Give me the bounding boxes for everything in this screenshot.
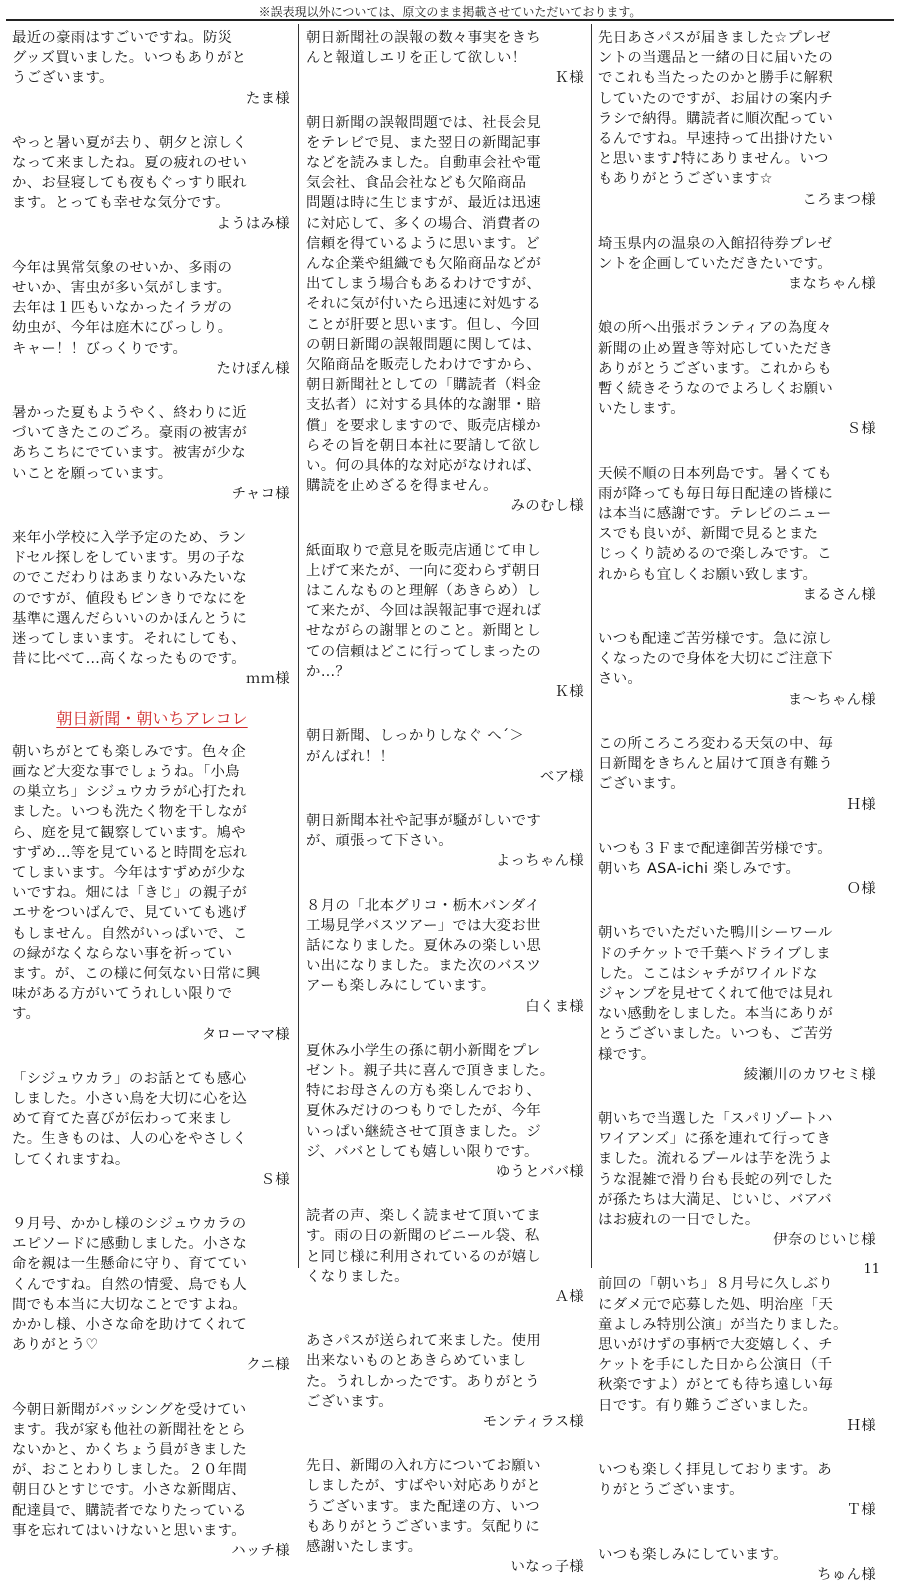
message-signature: ようはみ様 xyxy=(216,215,290,232)
message-text: いつも楽しみにしています。 xyxy=(598,1546,788,1563)
reader-message xyxy=(598,1109,878,1250)
reader-message xyxy=(598,839,878,900)
reader-message xyxy=(306,811,586,872)
message-text: ９月号、かかし様のシジュウカラの エピソードに感動しました。小さな 命を親は一生懸命に守り、育ててい くんですね。自然の情愛、鳥でも人 間でも本当に大切なことですよね。 かかし様、小さな命を助けてくれて ありがとう♡ xyxy=(12,1215,248,1354)
reader-message xyxy=(598,1460,878,1521)
message-signature: 伊奈のじいじ様 xyxy=(773,1232,876,1249)
column-divider-1 xyxy=(298,24,299,1268)
reader-message xyxy=(598,234,878,295)
reader-message xyxy=(12,742,292,1045)
reader-message xyxy=(598,464,878,605)
message-text: 今朝日新聞がバッシングを受けてい ます。我が家も他社の新聞社をとら ないかと、かくちょう員がきました が、おことわりしました。２０年間 朝日ひとすじです。小さな新聞店、 配達員で、購読者でなりたっている 事を忘れてはいけないと思います。 xyxy=(12,1401,248,1539)
message-signature: モンティラス様 xyxy=(482,1413,584,1430)
message-text: 来年小学校に入学予定のため、ラン ドセル探しをしています。男の子な のでこだわりはあまりないみたいな のですが、値段もピンきりでなにを 基準に選んだらいいのかほんとうに 迷ってしまいます。それにしても、 昔に比べて…高くなったものです。 xyxy=(12,530,248,668)
message-signature: まるさん様 xyxy=(802,586,876,603)
section-heading: 朝日新聞・朝いちアレコレ xyxy=(56,708,248,728)
message-signature: ちゅん様 xyxy=(817,1566,876,1583)
reader-message xyxy=(12,258,292,379)
message-text: 今年は異常気象のせいか、多雨の せいか、害虫が多い気がします。 去年は１匹もいなかったイラガの 幼虫が、今年は庭木にびっしり。 キャー！！びっくりです。 xyxy=(12,259,233,357)
message-text: 前回の「朝いち」８月号に久しぶり にダメ元で応募した処、明治座「天 童よしみ特別公演」が当たりました。 思いがけずの事柄で大変嬉しく、チ ケットを手にした日から公演日（千 秋楽ですよ）がとても待ち遠しい毎 日です。有り難うございました。 xyxy=(598,1276,848,1414)
message-signature: ベア様 xyxy=(539,768,584,785)
message-signature: Ｋ様 xyxy=(554,70,584,87)
message-text: 先日、新聞の入れ方についてお願い しましたが、すばやい対応ありがと うございます。また配達の方、いつ もありがとうございます。気配りに 感謝いたします。 xyxy=(306,1458,542,1555)
reader-message xyxy=(12,1214,292,1376)
reader-message xyxy=(12,528,292,690)
reader-message xyxy=(306,1041,586,1182)
message-signature: Ｈ様 xyxy=(846,1417,876,1434)
message-text: 「シジュウカラ」のお話とても感心 しました。小さい鳥を大切に心を込 めて育てた喜びが伝わって来まし た。生きものは、人の心をやさしく してくれますね。 xyxy=(12,1070,248,1168)
message-text: 夏休み小学生の孫に朝小新聞をプレ ゼント。親子共に喜んで頂きました。 特にお母さんの方も楽しんでおり、 夏休みだけのつもりでしたが、今年 いっぱい継続させて頂きました。ジ ジ、ババとしても嬉しい限りです。 xyxy=(306,1042,555,1160)
message-signature: Ｏ様 xyxy=(846,881,876,898)
column-divider-2 xyxy=(591,24,592,1268)
message-signature: みのむし様 xyxy=(510,498,584,515)
message-text: 読者の声、楽しく読ませて頂いてま す。雨の日の新聞のビニール袋、私 と同じ様に利用されているのが嬉し くなりました。 xyxy=(306,1208,542,1285)
message-text: この所ころころ変わる天気の中、毎 日新聞をきちんと届けて頂き有難う ございます。 xyxy=(598,735,834,793)
message-signature: たま様 xyxy=(245,90,290,107)
message-text: 朝いちで当選した「スパリゾートハ ワイアンズ」に孫を連れて行ってき ました。流れるプールは芋を洗うよ うな混雑で滑り台も長蛇の列でした が孫たちは大満足、じいじ、バアバ はお疲れの一日でした。 xyxy=(598,1110,834,1228)
reader-message xyxy=(306,541,586,703)
message-signature: たけぽん様 xyxy=(216,360,290,377)
message-signature: ころまつ様 xyxy=(802,191,876,208)
message-signature: Ｋ様 xyxy=(554,684,584,701)
message-signature: Ｓ様 xyxy=(260,1171,290,1188)
message-signature: ｍｍ様 xyxy=(245,671,290,688)
reader-message xyxy=(12,1069,292,1190)
message-text: いつも配達ご苦労様です。急に涼し くなったので身体を大切にご注意下 さい。 xyxy=(598,631,834,688)
message-signature: まなちゃん様 xyxy=(787,276,876,293)
message-text: 紙面取りで意見を販売店通じて申し 上げて来たが、一向に変わらず朝日 はこんなものと理解（あきらめ）し て来たが、今回は誤報記事で遅れば せながらの謝罪とのこと。新聞とし ての信頼はどこに行ってしまったの か…？ xyxy=(306,542,542,680)
reader-message xyxy=(306,726,586,787)
message-text: 朝日新聞社の誤報の数々事実をきち んと報道しエリを正して欲しい！ xyxy=(306,30,542,67)
reader-message xyxy=(598,1274,878,1436)
message-text: 天候不順の日本列島です。暑くても 雨が降っても毎日毎日配達の皆様に は本当に感謝です。テレビのニュー スでも良いが、新聞で見るとまた じっくり読めるので楽しみです。こ れからも宜しくお願い致します。 xyxy=(598,465,834,583)
top-rule xyxy=(6,19,894,21)
reader-message xyxy=(306,28,586,89)
message-text: いつも楽しく拝見しております。あ りがとうございます。 xyxy=(598,1461,832,1499)
reader-message xyxy=(12,403,292,504)
reader-message xyxy=(598,318,878,439)
message-text: 朝いちがとても楽しみです。色々企 画など大変な事でしょうね。「小鳥 の巣立ち」シジュウカラが心打たれ ました。いつも洗たく物を干しなが ら、庭を見て観察しています。鳩や すずめ…等を見ていると時間を忘れ てしまいます。今年はすずめが少な いですね。畑には「きじ」の親子が エサをついばんで、見ていても逃げ もしません。自然がいっぱいで、こ の緑がなくならない事を祈ってい ます。が、この様に何気ない日常に興 味がある方がいてうれしい限りで す。 xyxy=(12,743,261,1023)
reader-message xyxy=(12,28,292,109)
notice-text: ※誤表現以外については、原文のまま掲載させていただいております。 xyxy=(258,5,642,19)
message-text: 先日あさパスが届きました☆プレゼ ントの当選品と一緒の日に届いたの でこれも当たったのかと勝手に解釈 していたのですが、お届けの案内チ ラシで納得。購読者に順次配ってい るんですね。早速持って出掛けたい と思います♪特にありません。いつ もありがとうございます☆ xyxy=(598,30,834,188)
message-signature: ハッチ様 xyxy=(231,1543,290,1559)
reader-message xyxy=(306,896,586,1017)
message-signature: ゆうとババ様 xyxy=(495,1163,584,1180)
message-text: いつも３Ｆまで配達御苦労様です。 朝いち ASA-ichi 楽しみです。 xyxy=(598,840,832,877)
message-text: 暑かった夏もようやく、終わりに近 づいてきたこのごろ。豪雨の被害が あちこちにでています。被害が少な いことを願っています。 xyxy=(12,405,248,482)
reader-message xyxy=(598,629,878,710)
message-signature: よっちゃん様 xyxy=(495,853,584,870)
reader-message xyxy=(306,1331,586,1432)
message-text: 朝いちでいただいた鴨川シーワール ドのチケットで千葉へドライブしま した。ここはシャチがワイルドな ジャンプを見せてくれて他では見れ ない感動をしました。本当にありが とうございました。いつも、ご苦労 様です。 xyxy=(598,925,834,1063)
message-text: 娘の所へ出張ボランティアの為度々 新聞の止め置き等対応していただき ありがとうございます。これからも 暫く続きそうなのでよろしくお願い いたします。 xyxy=(598,320,834,418)
message-text: ８月の「北本グリコ・栃木バンダイ 工場見学バスツアー」では大変お世 話になりました。夏休みの楽しい思 い出になりました。また次のバスツ アーも楽しみにしています。 xyxy=(306,897,542,995)
message-signature: いなっ子様 xyxy=(510,1559,584,1576)
message-signature: クニ様 xyxy=(246,1357,290,1374)
reader-message xyxy=(306,1456,586,1577)
message-signature: 綾瀬川のカワセミ様 xyxy=(743,1066,876,1083)
message-signature: Ａ様 xyxy=(554,1288,584,1305)
message-signature: Ｔ様 xyxy=(846,1502,876,1519)
message-text: やっと暑い夏が去り、朝夕と涼しく なって来ましたね。夏の疲れのせい か、お昼寝しても夜もぐっすり眠れ ます。とっても幸せな気分です。 xyxy=(12,134,248,212)
message-signature: タローママ様 xyxy=(201,1026,290,1043)
reader-message xyxy=(306,113,586,517)
reader-message xyxy=(306,1206,586,1307)
column-1 xyxy=(12,28,292,1559)
column-2 xyxy=(306,28,586,1576)
message-text: 最近の豪雨はすごいですね。防災 グッズ買いました。いつもありがと うございます。 xyxy=(12,30,247,87)
reader-message xyxy=(598,923,878,1085)
reader-message xyxy=(12,1400,292,1562)
reader-message xyxy=(598,1545,878,1585)
reader-message xyxy=(598,28,878,210)
reader-message xyxy=(598,734,878,815)
message-signature: 白くま様 xyxy=(525,998,584,1015)
message-signature: Ｓ様 xyxy=(846,421,876,438)
message-text: 朝日新聞本社や記事が騒がしいです が、頑張って下さい。 xyxy=(306,812,542,850)
message-text: 朝日新聞、しっかりしなぐ へ´＞ がんばれ！！ xyxy=(306,728,525,765)
message-text: 朝日新聞の誤報問題では、社長会見 をテレビで見、また翌日の新聞記事 などを読みました。自動車会社や電 気会社、食品会社なども欠陥商品 問題は時に生じますが、最近は迅速 に対応して、多くの場合、消費者の 信頼を得ているように思います。ど んな企業や組織でも欠陥商品などが 出てしまう場合もあるわけですが、 それに気が付いたら迅速に対処する ことが肝要と思います。但し、今回 の朝日新聞の誤報問題に関しては、 欠陥商品を販売したわけですから、 朝日新聞社としての「購読者（料金 支払者）に対する具体的な謝罪・賠 償」を要求しますので、販売店様か らその旨を朝日本社に要請して欲し い。何の具体的な対応がなければ、 購読を止めざるを得ません。 xyxy=(306,114,542,495)
message-signature: チャコ様 xyxy=(231,485,290,502)
reader-message xyxy=(12,133,292,234)
message-text: あさパスが送られて来ました。使用 出来ないものとあきらめていまし た。うれしかったです。ありがとう ございます。 xyxy=(306,1333,542,1410)
page-number: 11 xyxy=(863,1262,880,1277)
message-text: 埼玉県内の温泉の入館招待券プレゼ ントを企画していただきたいです。 xyxy=(598,235,833,273)
message-signature: ま～ちゃん様 xyxy=(787,691,876,708)
message-signature: Ｈ様 xyxy=(846,796,876,813)
